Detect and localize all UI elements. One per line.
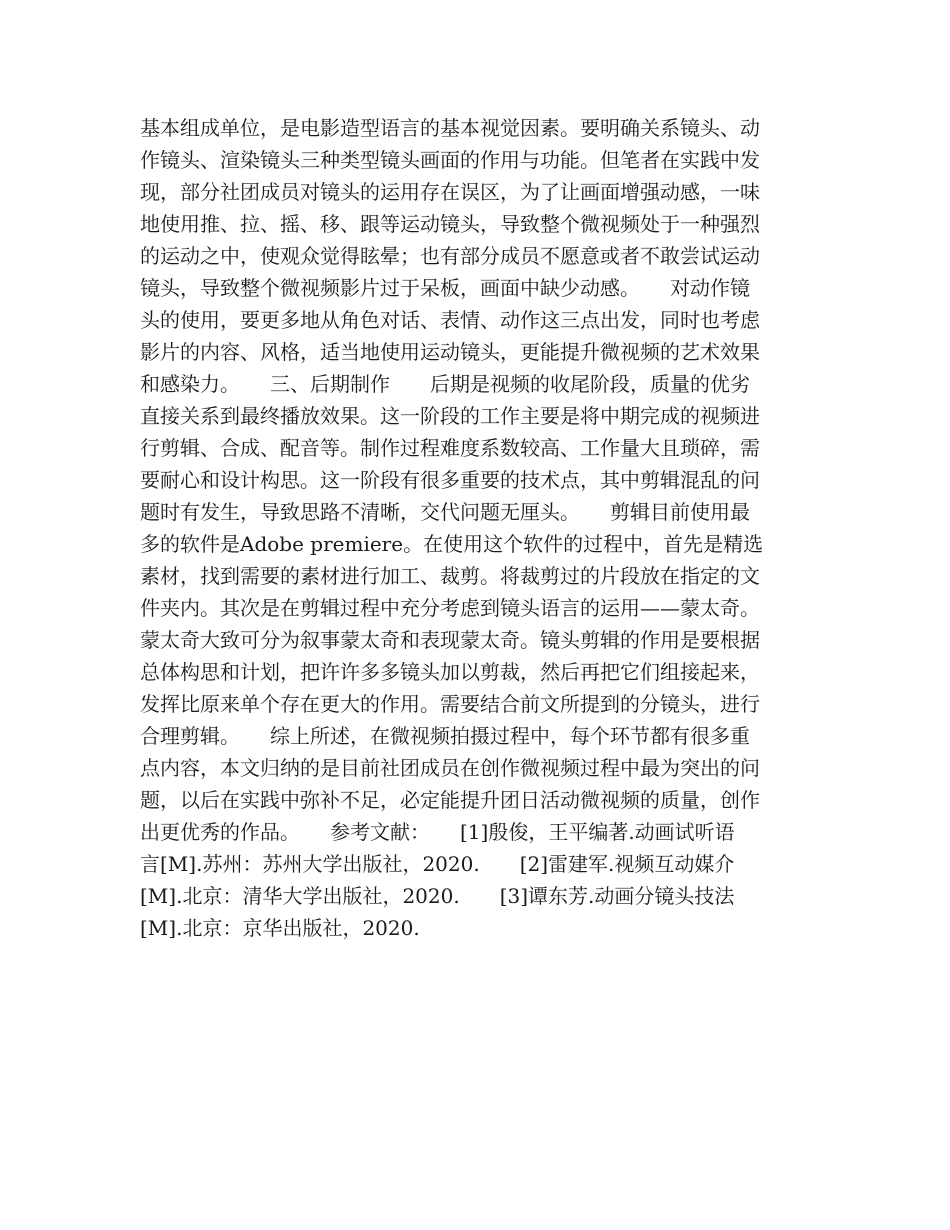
text-line: 影片的内容、风格，适当地使用运动镜头，更能提升微视频的艺术效果 bbox=[140, 340, 760, 364]
text-line: 出更优秀的作品。 参考文献： [1]殷俊，王平编著.动画试听语 bbox=[140, 820, 735, 844]
text-line: 要耐心和设计构思。这一阶段有很多重要的技术点，其中剪辑混乱的问 bbox=[140, 468, 760, 492]
text-line: 件夹内。其次是在剪辑过程中充分考虑到镜头语言的运用——蒙太奇。 bbox=[140, 596, 760, 620]
text-line: 镜头，导致整个微视频影片过于呆板，画面中缺少动感。 对动作镜 bbox=[140, 276, 750, 300]
text-line: 言[M].苏州：苏州大学出版社，2020. [2]雷建军.视频互动媒介 bbox=[140, 852, 735, 876]
text-line: 现，部分社团成员对镜头的运用存在误区，为了让画面增强动感，一味 bbox=[140, 180, 760, 204]
text-line: 发挥比原来单个存在更大的作用。需要结合前文所提到的分镜头，进行 bbox=[140, 692, 760, 716]
text-line: 基本组成单位，是电影造型语言的基本视觉因素。要明确关系镜头、动 bbox=[140, 116, 760, 140]
text-line: [M].北京：京华出版社，2020. bbox=[140, 916, 420, 940]
text-line: 总体构思和计划，把许许多多镜头加以剪裁，然后再把它们组接起来， bbox=[140, 660, 760, 684]
text-line: [M].北京：清华大学出版社，2020. [3]谭东芳.动画分镜头技法 bbox=[140, 884, 735, 908]
text-line: 地使用推、拉、摇、移、跟等运动镜头，导致整个微视频处于一种强烈 bbox=[140, 212, 760, 236]
text-line: 题，以后在实践中弥补不足，必定能提升团日活动微视频的质量，创作 bbox=[140, 788, 760, 812]
text-line: 直接关系到最终播放效果。这一阶段的工作主要是将中期完成的视频进 bbox=[140, 404, 760, 428]
text-line: 蒙太奇大致可分为叙事蒙太奇和表现蒙太奇。镜头剪辑的作用是要根据 bbox=[140, 628, 760, 652]
text-line: 的运动之中，使观众觉得眩晕；也有部分成员不愿意或者不敢尝试运动 bbox=[140, 244, 760, 268]
text-line: 合理剪辑。 综上所述，在微视频拍摄过程中，每个环节都有很多重 bbox=[140, 724, 750, 748]
text-line: 点内容，本文归纳的是目前社团成员在创作微视频过程中最为突出的问 bbox=[140, 756, 760, 780]
text-line: 行剪辑、合成、配音等。制作过程难度系数较高、工作量大且琐碎，需 bbox=[140, 436, 760, 460]
text-line: 题时有发生，导致思路不清晰，交代问题无厘头。 剪辑目前使用最 bbox=[140, 500, 750, 524]
text-line: 多的软件是Adobe premiere。在使用这个软件的过程中，首先是精选 bbox=[140, 532, 764, 556]
text-line: 和感染力。 三、后期制作 后期是视频的收尾阶段，质量的优劣 bbox=[140, 372, 750, 396]
body-text bbox=[140, 112, 820, 944]
text-line: 作镜头、渲染镜头三种类型镜头画面的作用与功能。但笔者在实践中发 bbox=[140, 148, 760, 172]
text-line: 头的使用，要更多地从角色对话、表情、动作这三点出发，同时也考虑 bbox=[140, 308, 760, 332]
text-line: 素材，找到需要的素材进行加工、裁剪。将裁剪过的片段放在指定的文 bbox=[140, 564, 760, 588]
